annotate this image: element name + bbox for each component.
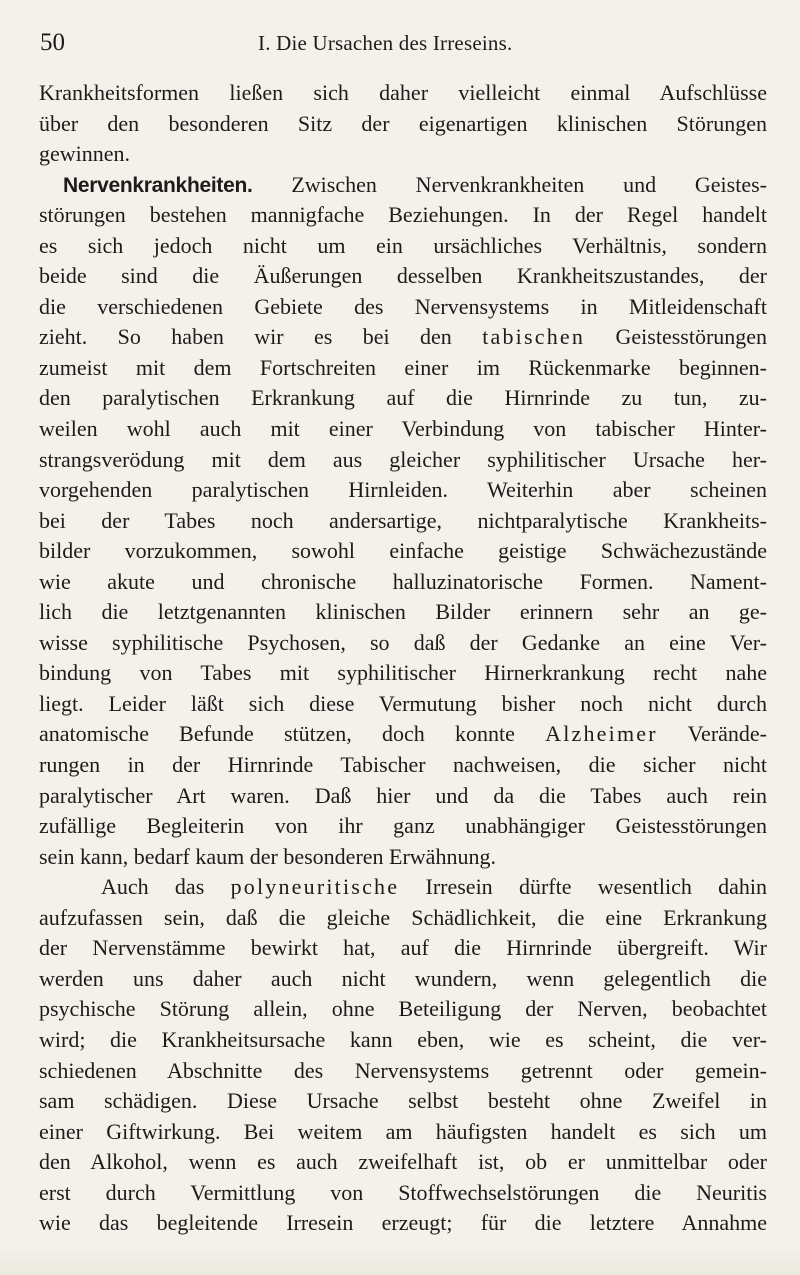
text-line: bei der Tabes noch andersartige, nichtparalytische Krankheits- (39, 507, 767, 533)
text-segment: Irresein dürfte wesentlich dahin (425, 874, 767, 900)
text-line (39, 322, 767, 353)
text-line: strangsverödung mit dem aus gleicher syphilitischer Ursache her- (39, 446, 767, 472)
text-line: erst durch Vermittlung von Stoffwechselstörungen die Neuritis (39, 1179, 767, 1205)
section-heading-continuation: Zwischen Nervenkrankheiten und Geistes- (291, 171, 767, 197)
text-line: wie das begleitende Irresein erzeugt; für die letztere Annahme (39, 1210, 767, 1236)
text-segment: Geistesstörungen (615, 324, 767, 350)
text-line: wisse syphilitische Psychosen, so daß der Gedanke an eine Ver- (39, 629, 767, 655)
section-heading: Nervenkrankheiten. (63, 173, 253, 197)
text-line: zufällige Begleiterin von ihr ganz unabhängiger Geistesstörungen (39, 813, 767, 839)
running-head: I. Die Ursachen des Irreseins. (258, 31, 513, 55)
page-header (40, 26, 768, 60)
text-line: gewinnen. (39, 141, 131, 167)
text-segment: zieht. So haben wir es bei den (39, 324, 452, 350)
text-line: es sich jedoch nicht um ein ursächliches Verhältnis, sondern (39, 232, 767, 258)
text-line: sam schädigen. Diese Ursache selbst besteht ohne Zweifel in (39, 1088, 767, 1114)
text-line: aufzufassen sein, daß die gleiche Schädlichkeit, die eine Erkrankung (39, 904, 767, 930)
text-segment: Auch das (101, 874, 205, 900)
text-line: der Nervenstämme bewirkt hat, auf die Hirnrinde übergreift. Wir (39, 935, 767, 961)
text-line: bilder vorzukommen, sowohl einfache geistige Schwächezustände (39, 538, 767, 564)
section-heading-line (39, 170, 767, 201)
text-line: weilen wohl auch mit einer Verbindung von tabischer Hinter- (39, 416, 767, 442)
text-line: Krankheitsformen ließen sich daher vielleicht einmal Aufschlüsse (39, 80, 767, 105)
page-number: 50 (40, 29, 65, 56)
text-line: den Alkohol, wenn es auch zweifelhaft ist, ob er unmittelbar oder (39, 1149, 767, 1175)
text-segment: Verände- (687, 721, 767, 747)
text-line: beide sind die Äußerungen desselben Krankheitszustandes, der (39, 263, 767, 289)
text-line: psychische Störung allein, ohne Beteiligung der Nerven, beobachtet (39, 996, 767, 1022)
text-line (39, 719, 767, 750)
text-line: wird; die Krankheitsursache kann eben, wie es scheint, die ver- (39, 1026, 767, 1052)
text-line: bindung von Tabes mit syphilitischer Hirnerkrankung recht nahe (39, 660, 767, 686)
text-line: werden uns daher auch nicht wundern, wenn gelegentlich die (39, 965, 767, 991)
text-line: einer Giftwirkung. Bei weitem am häufigsten handelt es sich um (39, 1118, 767, 1144)
emphasized-term: polyneuritische (230, 874, 400, 900)
text-line: den paralytischen Erkrankung auf die Hirnrinde zu tun, zu- (39, 385, 767, 411)
text-line: die verschiedenen Gebiete des Nervensystems in Mitleidenschaft (39, 293, 767, 319)
paragraph-start-line (39, 872, 767, 903)
text-line: rungen in der Hirnrinde Tabischer nachweisen, die sicher nicht (39, 752, 767, 778)
text-line: liegt. Leider läßt sich diese Vermutung bisher noch nicht durch (39, 690, 767, 716)
text-line: vorgehenden paralytischen Hirnleiden. Weiterhin aber scheinen (39, 477, 767, 503)
emphasized-term: tabischen (482, 324, 586, 350)
page-bottom-shadow (0, 1247, 800, 1275)
text-line: lich die letztgenannten klinischen Bilder erinnern sehr an ge- (39, 599, 767, 625)
body-text (39, 78, 767, 1239)
text-line: schiedenen Abschnitte des Nervensystems getrennt oder gemein- (39, 1057, 767, 1083)
text-line: über den besonderen Sitz der eigenartigen klinischen Störungen (39, 110, 767, 136)
text-line: zumeist mit dem Fortschreiten einer im Rückenmarke beginnen- (39, 354, 767, 380)
text-line: paralytischer Art waren. Daß hier und da die Tabes auch rein (39, 782, 767, 808)
text-line: wie akute und chronische halluzinatorische Formen. Nament- (39, 568, 767, 594)
text-line: sein kann, bedarf kaum der besonderen Erwähnung. (39, 843, 496, 869)
text-line: störungen bestehen mannigfache Beziehungen. In der Regel handelt (39, 202, 767, 228)
text-segment: anatomische Befunde stützen, doch konnte (39, 721, 515, 747)
emphasized-name: Alzheimer (545, 721, 658, 747)
